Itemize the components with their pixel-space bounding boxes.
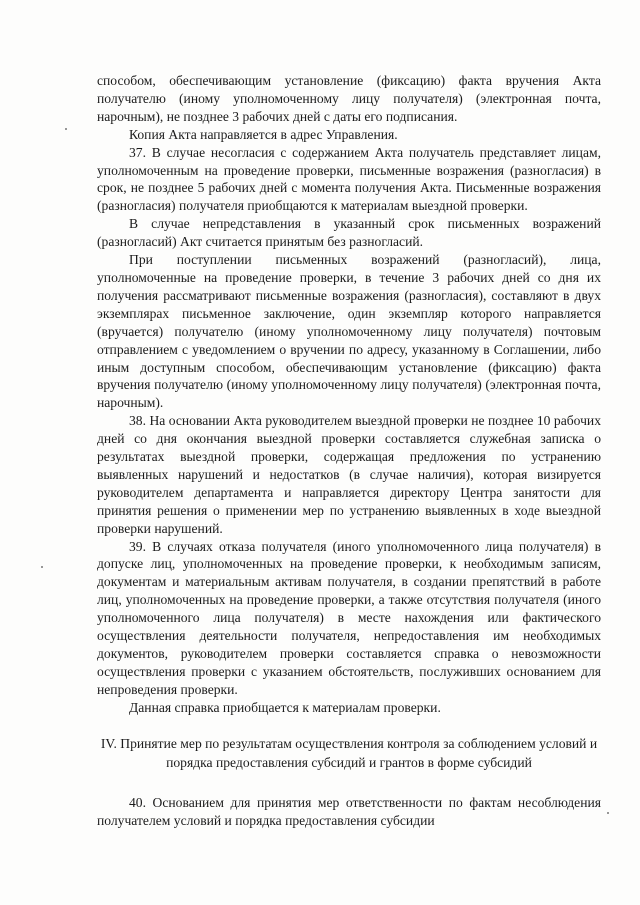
paragraph-act-copy: Копия Акта направляется в адрес Управления.	[129, 126, 398, 142]
document-body	[97, 72, 601, 829]
scan-speck	[65, 128, 67, 130]
paragraph-no-objections: В случае непредставления в указанный срок письменных возражений (разногласий) Акт считается принятым без разногласий.	[97, 216, 601, 250]
paragraph-item-39: 39. В случаях отказа получателя (иного уполномоченного лица получателя) в допуске лиц, уполномоченных на проведение проверки, к необходимым записям, документам и материальным активам получателя, в создании препятствий в работе лиц, уполномоченных на проведение проверки, а также отсутствия получателя (иного уполномоченного лица получателя) в месте нахождения или фактического осуществления деятельности получателя, непредоставления им необходимых документов, руководителем проверки составляется справка о невозможности осуществления проверки с указанием обстоятельств, послуживших основанием для непроведения проверки.	[97, 538, 601, 697]
section-gap	[97, 772, 601, 794]
scan-speck	[607, 812, 609, 814]
paragraph-objections-review: При поступлении письменных возражений (разногласий), лица, уполномоченные на проведение проверки, в течение 3 рабочих дней со дня их получения рассматривают письменные возражения (разногласия), составляют в двух экземплярах письменное заключение, один экземпляр которого направляется (вручается) получателю (иному уполномоченному лицу получателя) почтовым отправлением с уведомлением о вручении по адресу, указанному в Соглашении, либо иным доступным способом, обеспечивающим установление (фиксацию) факта вручения получателю (иному уполномоченному лицу получателя) (электронная почта, нарочным).	[97, 252, 601, 411]
paragraph-item-37: 37. В случае несогласия с содержанием Акта получатель представляет лицам, уполномоченным на проведение проверки, письменные возражения (разногласия) в срок, не позднее 5 рабочих дней с момента получения Акта. Письменные возражения (разногласия) получателя приобщаются к материалам выездной проверки.	[97, 144, 601, 214]
section-heading: IV. Принятие мер по результатам осуществления контроля за соблюдением условий и порядка предоставления субсидий и грантов в форме субсидий	[100, 735, 598, 770]
paragraph-certificate-attached: Данная справка приобщается к материалам проверки.	[129, 699, 441, 715]
scan-speck	[41, 566, 43, 568]
paragraph-delivery-method: способом, обеспечивающим установление (фиксацию) факта вручения Акта получателю (иному уполномоченному лицу получателя) (электронная почта, нарочным), не позднее 3 рабочих дней с даты его подписания.	[97, 73, 601, 124]
paragraph-item-38: 38. На основании Акта руководителем выездной проверки не позднее 10 рабочих дней со дня окончания выездной проверки составляется служебная записка о результатах выездной проверки, содержащая предложения по устранению выявленных нарушений и недостатков (в случае наличия), которая визируется руководителем департамента и направляется директору Центра занятости для принятия решения о применении мер по устранению выявленных в ходе выездной проверки нарушений.	[97, 413, 601, 536]
paragraph-item-40: 40. Основанием для принятия мер ответственности по фактам несоблюдения получателем условий и порядка предоставления субсидии	[97, 794, 601, 828]
